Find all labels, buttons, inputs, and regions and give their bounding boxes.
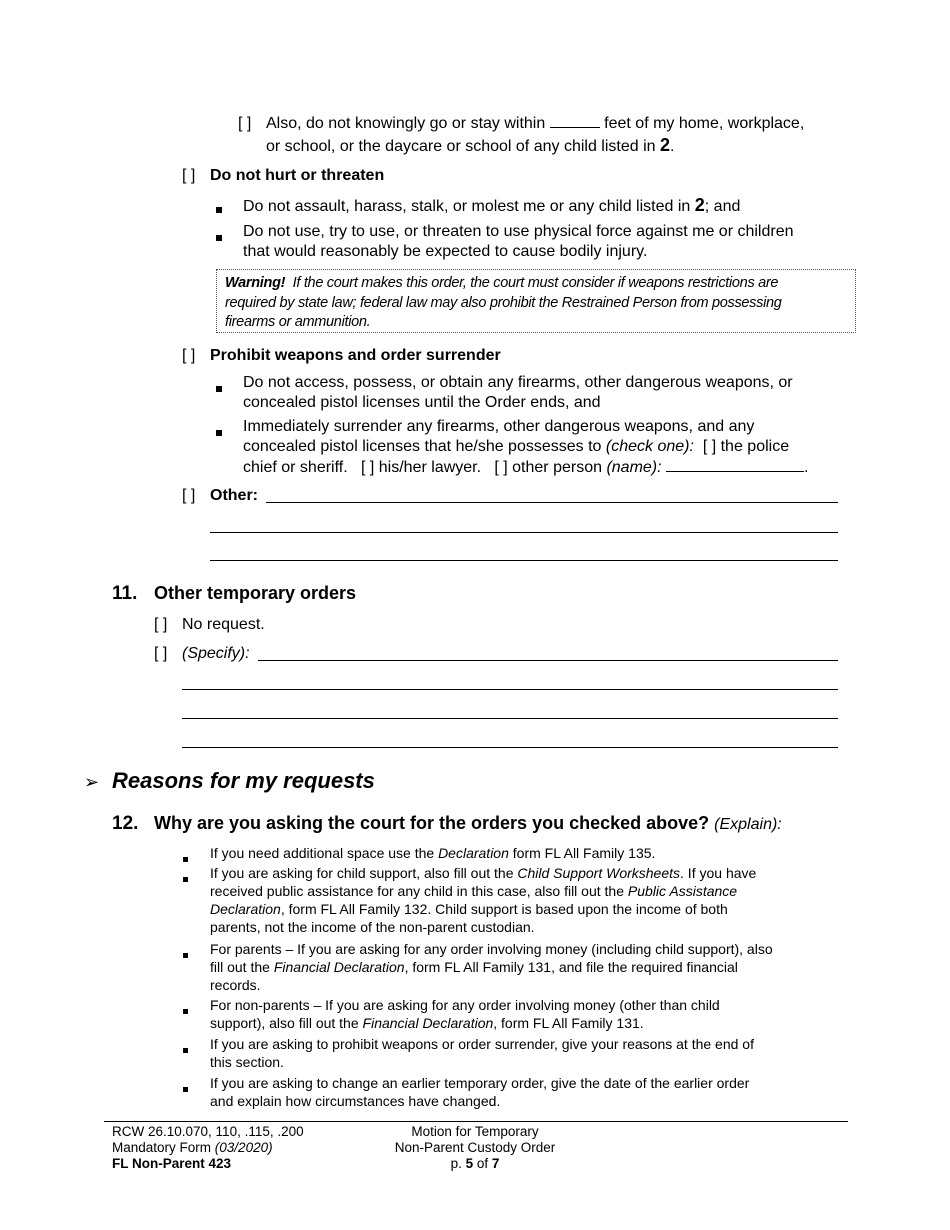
instruction-bullet-2: If you are asking for child support, also fill out the Child Support Worksheets. If you have received public assistance for any child in this case, also fill out the Public Assistance Declaration, form FL All Family 132. Child support is based upon the income of both parents, not the income of the non-parent custodian. [210, 865, 757, 935]
bullet-icon [216, 228, 222, 246]
footer-rcw: RCW 26.10.070, 110, .115, .200 [112, 1124, 304, 1139]
specify-checkbox[interactable]: [ ] [154, 645, 168, 662]
specify-field-line-4[interactable] [182, 747, 838, 748]
section-11-title: Other temporary orders [154, 583, 357, 603]
bullet-icon [216, 379, 222, 397]
bullet-icon [183, 849, 188, 867]
bullet-icon [183, 1040, 188, 1058]
instruction-bullet-3: For parents – If you are asking for any order involving money (including child support), also fill out the Financial Declaration, form FL All Family 131, and file the required financial records. [210, 941, 773, 993]
police-chief-checkbox[interactable]: [ ] the police [702, 438, 790, 455]
no-hurt-heading: [ ] Do not hurt or threaten [182, 167, 385, 184]
specify-field-line-3[interactable] [182, 718, 838, 719]
reasons-heading [84, 767, 375, 796]
feet-blank[interactable] [550, 113, 600, 128]
other-field-line-1[interactable] [266, 502, 838, 503]
bullet-icon [183, 1079, 188, 1097]
lawyer-checkbox[interactable]: [ ] his/her lawyer. [360, 459, 482, 476]
stay-away-line2: or school, or the daycare or school of any child listed in 2. [266, 135, 675, 155]
arrow-bullet-icon: ➢ [84, 772, 100, 792]
weapons-bullet-1: Do not access, possess, or obtain any firearms, other dangerous weapons, or concealed pistol licenses until the Order ends, and [243, 374, 793, 411]
no-request-checkbox[interactable]: [ ] [154, 616, 168, 633]
other-heading: [ ] Other: [182, 487, 258, 504]
warning-label: Warning! [225, 275, 286, 291]
instruction-bullet-4: For non-parents – If you are asking for any order involving money (other than child support), also fill out the Financial Declaration, form FL All Family 131. [210, 997, 720, 1031]
bullet-icon [183, 945, 188, 963]
other-field-line-2[interactable] [210, 532, 838, 533]
stay-away-line1: [ ] Also, do not knowingly go or stay within feet of my home, workplace, [238, 115, 805, 132]
page-number: p. 5 of 7 [450, 1156, 500, 1171]
stay-away-checkbox[interactable]: [ ] [238, 115, 252, 132]
instruction-bullet-1: If you need additional space use the Declaration form FL All Family 135. [210, 845, 656, 861]
section-12-number: 12. [112, 813, 139, 834]
warning-box: Warning! If the court makes this order, the court must consider if weapons restrictions are required by state law; federal law may also prohibit the Restrained Person from possessing firearms or ammunition. [216, 269, 856, 333]
bullet-icon [183, 869, 188, 887]
footer-left: RCW 26.10.070, 110, .115, .200 Mandatory Form (03/2020) FL Non-Parent 423 [112, 1124, 304, 1171]
no-hurt-checkbox[interactable]: [ ] [182, 167, 196, 184]
bullet-icon [216, 423, 222, 441]
weapons-bullet-2: Immediately surrender any firearms, other dangerous weapons, and any concealed pistol licenses that he/she possesses to (check one): [ ] the police chief or sheriff. [ ] his/her lawyer. [ ] other person (name): . [243, 418, 809, 476]
bullet-icon [183, 1001, 188, 1019]
other-person-checkbox[interactable]: [ ] other person [494, 459, 602, 476]
specify-option: [ ] (Specify): [154, 645, 250, 662]
footer-center: Motion for Temporary Non-Parent Custody Order p. 5 of 7 [375, 1124, 575, 1172]
no-hurt-bullet-1: Do not assault, harass, stalk, or molest me or any child listed in 2; and [243, 195, 741, 215]
other-checkbox[interactable]: [ ] [182, 487, 196, 504]
reasons-title: Reasons for my requests [112, 768, 375, 793]
instruction-bullet-5: If you are asking to prohibit weapons or order surrender, give your reasons at the end of this section. [210, 1036, 754, 1070]
footer-form-id: FL Non-Parent 423 [112, 1156, 232, 1171]
instruction-bullet-6: If you are asking to change an earlier temporary order, give the date of the earlier order and explain how circumstances have changed. [210, 1075, 750, 1109]
section-12-heading: 12. Why are you asking the court for the orders you checked above? (Explain): [112, 813, 782, 834]
section-12-title: Why are you asking the court for the orders you checked above? [154, 813, 710, 833]
weapons-checkbox[interactable]: [ ] [182, 347, 196, 364]
other-person-name-field[interactable] [666, 457, 804, 472]
specify-field-line-1[interactable] [258, 660, 838, 661]
footer-divider [104, 1121, 848, 1122]
other-field-line-3[interactable] [210, 560, 838, 561]
no-request-option: [ ] No request. [154, 616, 265, 633]
no-hurt-bullet-2: Do not use, try to use, or threaten to use physical force against me or children that would reasonably be expected to cause bodily injury. [243, 223, 794, 260]
section-11-heading [112, 582, 356, 605]
section-11-number: 11. [112, 583, 138, 604]
specify-field-line-2[interactable] [182, 689, 838, 690]
bullet-icon [216, 200, 222, 218]
weapons-heading: [ ] Prohibit weapons and order surrender [182, 347, 501, 364]
